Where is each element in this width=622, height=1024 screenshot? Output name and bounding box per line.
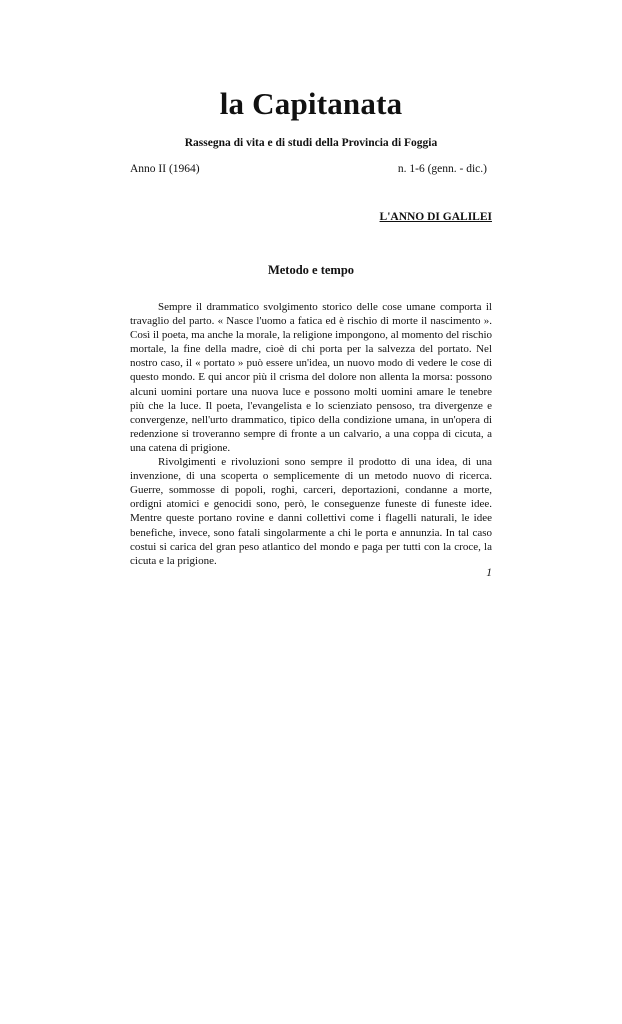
paragraph-2: Rivolgimenti e rivoluzioni sono sempre il prodotto di una idea, di una invenzione, di una scoperta o semplicemente di un metodo nuovo di ricerca. Guerre, sommosse di popoli, roghi, carceri, deportazioni, condanne a morte, ordigni atomici e genocidi sono, però, le conseguenze funeste di funeste idee. Mentre queste portano rovine e danni collettivi come i flagelli naturali, le idee benefiche, invece, sono fatali singolarmente a chi le porta e annunzia. In tal caso costui si carica del gran peso atlantico del mondo e paga per tutti con la croce, la cicuta e la prigione. bbox=[130, 456, 492, 567]
year-label: Anno II (1964) bbox=[130, 163, 200, 175]
section-title: L'ANNO DI GALILEI bbox=[379, 211, 492, 223]
journal-title: la Capitanata bbox=[219, 86, 403, 121]
journal-subtitle: Rassegna di vita e di studi della Provincia di Foggia bbox=[184, 137, 438, 149]
issue-label: n. 1-6 (genn. - dic.) bbox=[397, 163, 487, 175]
article-title: Metodo e tempo bbox=[267, 263, 355, 277]
page-number: 1 bbox=[486, 567, 492, 579]
paragraph-1: Sempre il drammatico svolgimento storico delle cose umane comporta il travaglio del parto. « Nasce l'uomo a fatica ed è rischio di morte il nascimento ». Così il poeta, ma anche la morale, la religione impongono, al momento del rischio mortale, la fine della madre, cioè di chi porta per la salvezza del portato. Nel nostro caso, il « portato » può essere un'idea, un nuovo modo di vedere le cose di questo mondo. E qui ancor più il crisma del dolore non allenta la morsa: possono alcuni uomini portare una nuova luce e possono molti uomini amare le tenebre più che la luce. Il poeta, l'evangelista e lo scienziato pensoso, tra divergenze e convergenze, nell'urto drammatico, tipico della condizione umana, in un'opera di redenzione si troveranno sempre di fronte a un calvario, a una coppa di cicuta, a una catena di prigione. bbox=[130, 301, 492, 454]
article-body bbox=[130, 300, 492, 568]
